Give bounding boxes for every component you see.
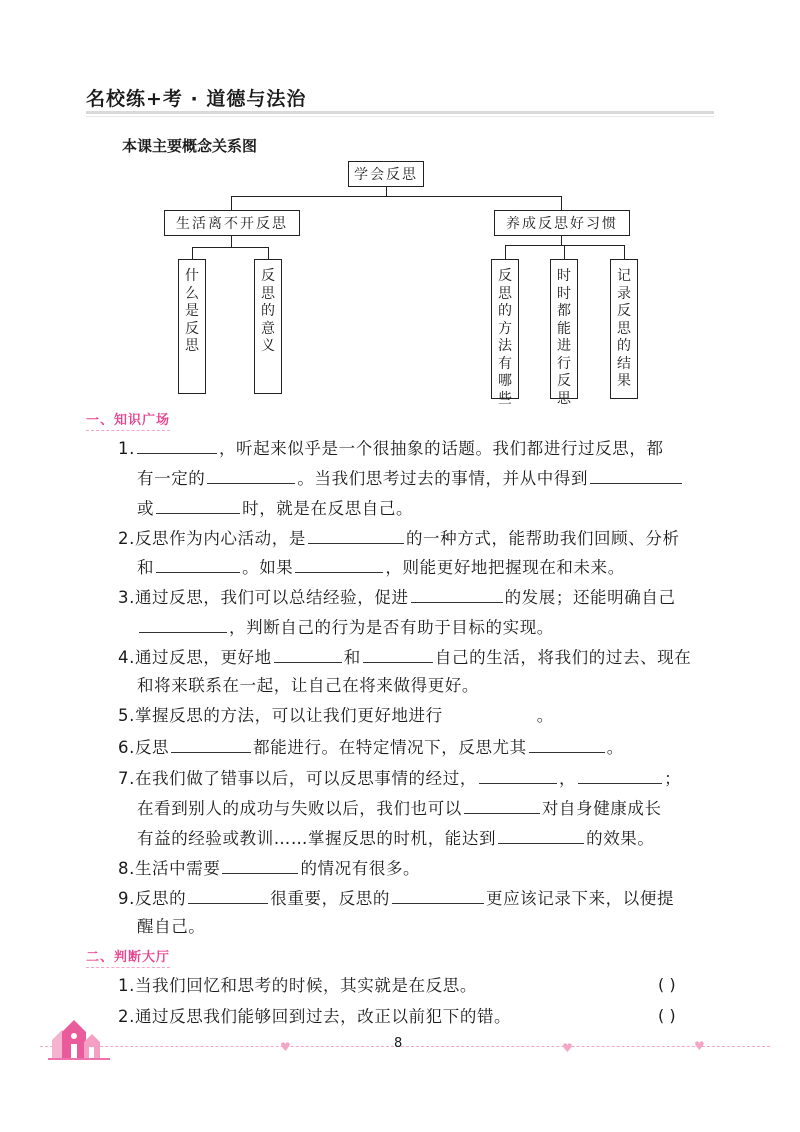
question-9-line-1: 9.反思的 很重要，反思的 更应该记录下来，以便提 [118,886,674,910]
answer-blank[interactable] [295,555,383,573]
question-6: 6.反思 都能进行。在特定情况下，反思尤其 。 [118,735,624,759]
answer-blank[interactable] [363,645,433,663]
house-decoration-icon [48,1018,110,1062]
header-rule [86,111,714,114]
concept-leaf-node: 什么是反思 [178,259,206,394]
heart-icon: ♥ [562,1041,573,1055]
answer-blank[interactable] [156,496,240,514]
answer-blank[interactable] [188,886,268,904]
answer-blank[interactable] [171,735,251,753]
connector [505,245,506,259]
concept-leaf-node: 记录反思的结果 [610,259,638,399]
section-heading-judgement: 二、判断大厅 [86,946,170,965]
answer-blank[interactable] [411,585,503,603]
concept-left-node: 生活离不开反思 [164,210,300,236]
answer-blank[interactable] [207,466,295,484]
answer-blank[interactable] [139,615,227,633]
answer-blank[interactable] [308,526,404,544]
answer-blank[interactable] [274,645,342,663]
question-5: 5.掌握反思的方法，可以让我们更好地进行 。 [118,706,554,725]
question-7-line-1: 7.在我们做了错事以后，可以反思事情的经过， ， ； [118,766,681,790]
connector [231,196,232,210]
heart-icon: ♥ [280,1040,291,1054]
question-4-line-1: 4.通过反思，更好地 和 自己的生活，将我们的过去、现在 [118,645,691,669]
question-7-line-2: 在看到别人的成功与失败以后，我们也可以 对自身健康成长 [137,796,662,820]
question-7-line-3: 有益的经验或教训……掌握反思的时机，能达到 的效果。 [137,826,655,850]
section-heading-knowledge: 一、知识广场 [86,409,170,428]
question-1-line-2: 有一定的 。当我们思考过去的事情，并从中得到 [137,466,684,490]
connector [192,247,193,259]
question-2-line-1: 2.反思作为内心活动，是 的一种方式，能帮助我们回顾、分析 [118,526,680,550]
answer-blank[interactable] [498,826,584,844]
question-2-line-2: 和 。如果 ，则能更好地把握现在和未来。 [137,555,625,579]
question-1-line-3: 或 时，就是在反思自己。 [137,496,413,520]
concept-leaf-node: 反思的意义 [254,259,282,394]
heart-icon: ♥ [694,1039,705,1053]
answer-blank[interactable] [529,735,605,753]
question-8: 8.生活中需要 的情况有很多。 [118,856,420,880]
question-4-line-2: 和将来联系在一起，让自己在将来做得更好。 [137,676,479,695]
concept-right-node: 养成反思好习惯 [494,210,630,236]
answer-blank[interactable] [479,766,557,784]
question-1-line-1: 1. ，听起来似乎是一个很抽象的话题。我们都进行过反思，都 [118,436,664,460]
answer-blank[interactable] [590,466,682,484]
answer-blank[interactable] [137,436,217,454]
answer-blank[interactable] [392,886,484,904]
answer-blank[interactable] [222,856,298,874]
footer-dashed-line [40,1046,770,1047]
answer-parentheses[interactable]: ( ) [658,1006,676,1025]
question-3-line-2: ，判断自己的行为是否有助于目标的实现。 [137,615,554,639]
answer-parentheses[interactable]: ( ) [658,975,676,994]
connector [561,196,562,210]
concept-root-node: 学会反思 [348,161,424,187]
header-rule-thin [86,116,714,117]
answer-blank[interactable] [464,796,540,814]
question-3-line-1: 3.通过反思，我们可以总结经验，促进 的发展；还能明确自己 [118,585,676,609]
connector [231,196,562,197]
connector [268,247,269,259]
page-number: 8 [394,1036,403,1051]
answer-blank[interactable] [156,555,240,573]
page-header-title: 名校练+考 · 道德与法治 [86,88,307,110]
judgement-item: 1.当我们回忆和思考的时候，其实就是在反思。 [118,976,477,995]
connector [564,245,565,259]
question-9-line-2: 醒自己。 [137,917,206,936]
connector [192,247,269,248]
concept-leaf-node: 时时都能进行反思 [550,259,578,399]
concept-map-title: 本课主要概念关系图 [122,137,258,155]
answer-blank[interactable] [578,766,662,784]
judgement-item: 2.通过反思我们能够回到过去，改正以前犯下的错。 [118,1007,512,1026]
concept-leaf-node: 反思的方法有哪些 [491,259,519,399]
connector [624,245,625,259]
